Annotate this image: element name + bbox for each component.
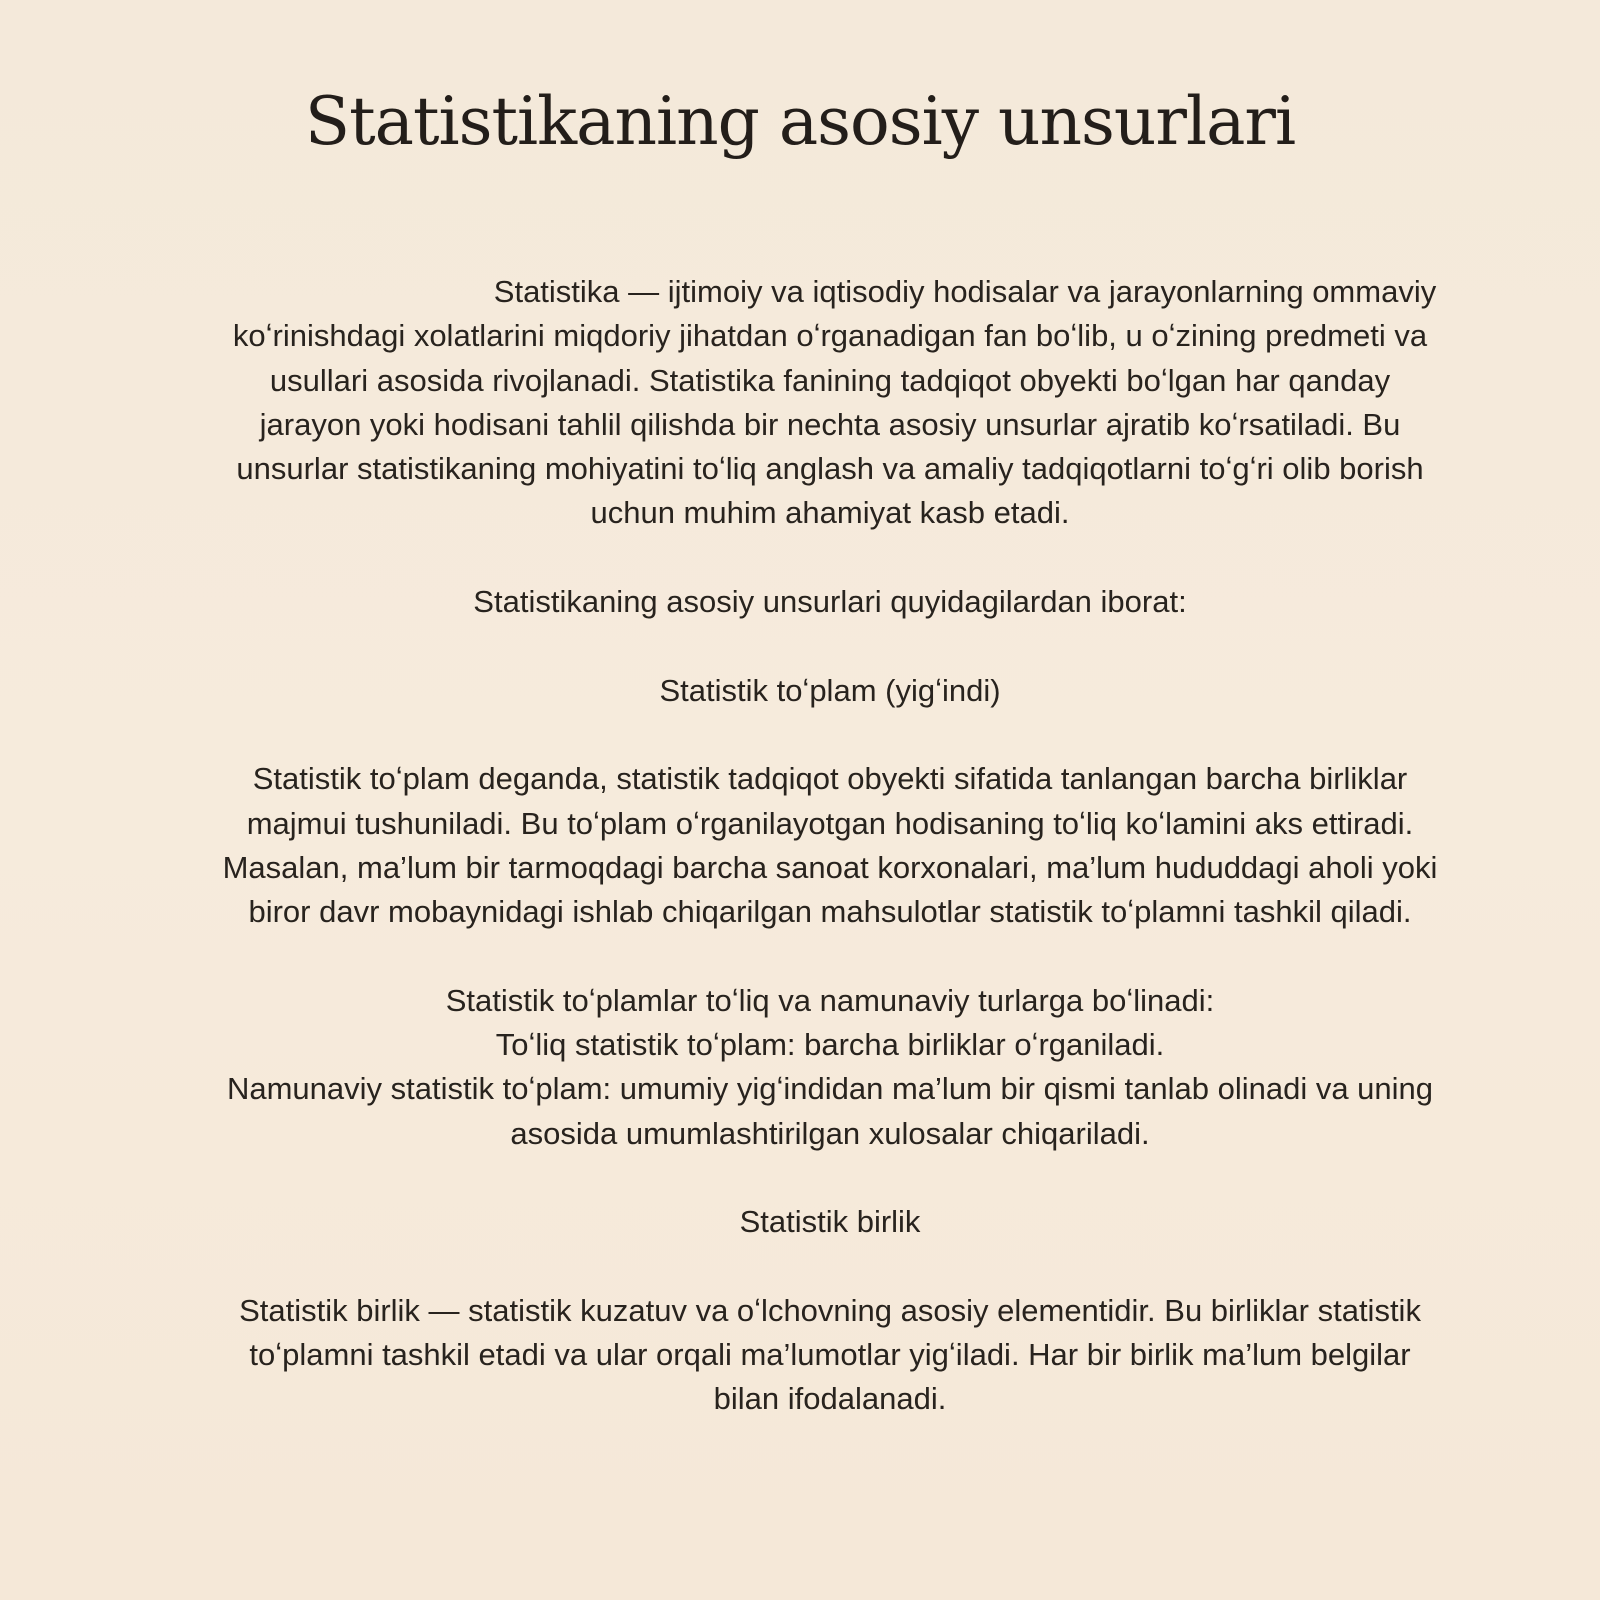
paragraph-spacer bbox=[220, 934, 1440, 978]
type-full-line: Toʻliq statistik toʻplam: barcha birliklar oʻrganiladi. bbox=[495, 1027, 1165, 1063]
toplam-description: Statistik toʻplam deganda, statistik tadqiqot obyekti sifatida tanlangan barcha birliklar majmui tushuniladi. Bu toʻplam oʻrganilayotgan hodisaning toʻliq koʻlamini aks ettiradi. Masalan, ma’lum bir tarmoqdagi barcha sanoat korxonalari, ma’lum hududdagi aholi yoki biror davr mobaynidagi ishlab chiqarilgan mahsulotlar statistik toʻplamni tashkil qiladi. bbox=[222, 761, 1438, 930]
paragraph-spacer bbox=[220, 1245, 1440, 1289]
birlik-description: Statistik birlik — statistik kuzatuv va oʻlchovning asosiy elementidir. Bu birliklar statistik toʻplamni tashkil etadi va ular orqali ma’lumotlar yigʻiladi. Har bir birlik ma’lum belgilar bilan ifodalanadi. bbox=[239, 1292, 1421, 1417]
list-intro-paragraph: Statistikaning asosiy unsurlari quyidagilardan iborat: bbox=[473, 584, 1187, 620]
intro-paragraph: Statistika — ijtimoiy va iqtisodiy hodisalar va jarayonlarning ommaviy koʻrinishdagi xolatlarini miqdoriy jihatdan oʻrganadigan fan boʻlib, u oʻzining predmeti va usullari asosida rivojlanadi. Statistika fanining tadqiqot obyekti boʻlgan har qanday jarayon yoki hodisani tahlil qilishda bir nechta asosiy unsurlar ajratib koʻrsatiladi. Bu unsurlar statistikaning mohiyatini toʻliq anglash va amaliy tadqiqotlarni toʻgʻri olib borish uchun muhim ahamiyat kasb etadi. bbox=[232, 274, 1437, 531]
paragraph-spacer bbox=[220, 624, 1440, 668]
type-sample-line: Namunaviy statistik toʻplam: umumiy yigʻindidan ma’lum bir qismi tanlab olinadi va uning asosida umumlashtirilgan xulosalar chiqariladi. bbox=[226, 1071, 1434, 1151]
section-heading-toplam: Statistik toʻplam (yigʻindi) bbox=[659, 672, 1001, 708]
page-title: Statistikaning asosiy unsurlari bbox=[304, 83, 1296, 160]
paragraph-spacer bbox=[220, 1156, 1440, 1200]
paragraph-spacer bbox=[220, 713, 1440, 757]
paragraph-spacer bbox=[220, 536, 1440, 580]
types-intro-line: Statistik toʻplamlar toʻliq va namunaviy turlarga boʻlinadi: bbox=[445, 982, 1215, 1018]
section-heading-birlik: Statistik birlik bbox=[739, 1204, 921, 1240]
document-body bbox=[220, 270, 1440, 1422]
